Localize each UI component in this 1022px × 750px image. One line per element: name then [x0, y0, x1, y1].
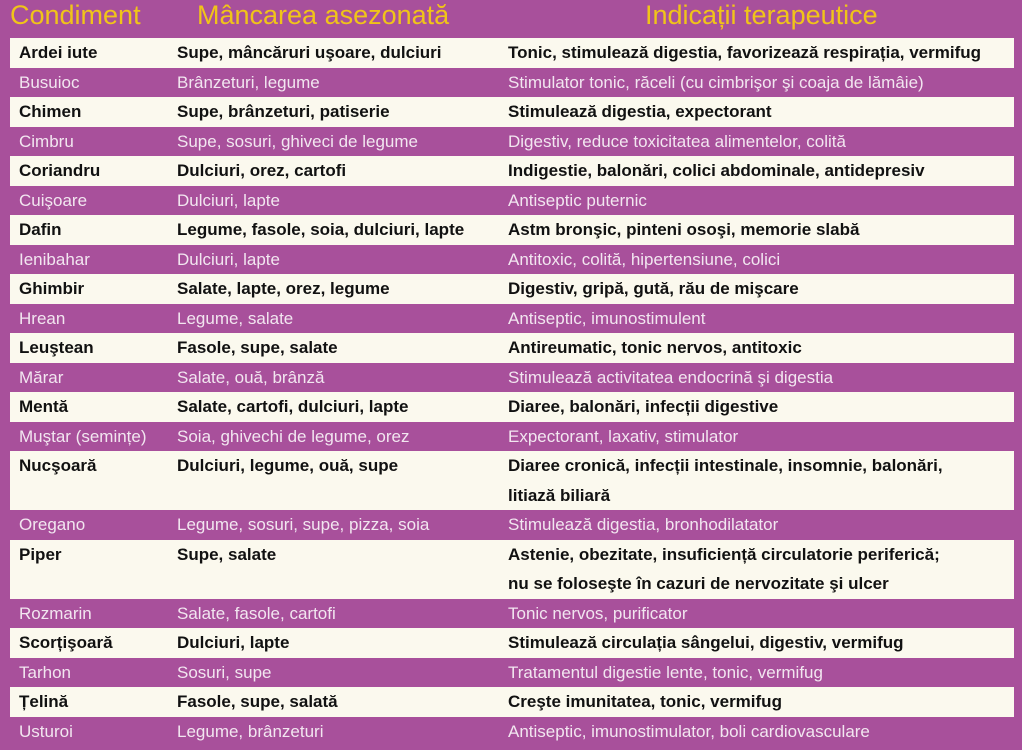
cell-food: Legume, salate — [177, 308, 294, 328]
cell-condiment: Mentă — [19, 397, 69, 416]
cell-condiment: Dafin — [19, 220, 62, 239]
table-row — [10, 245, 1014, 275]
table-row — [10, 274, 1014, 304]
table-row — [10, 628, 1014, 658]
cell-condiment: Mărar — [19, 367, 64, 387]
cell-food: Sosuri, supe — [177, 662, 272, 682]
cell-food: Supe, sosuri, ghiveci de legume — [177, 131, 418, 151]
cell-condiment: Oregano — [19, 515, 86, 534]
table-row — [10, 68, 1014, 98]
cell-food: Supe, salate — [177, 544, 277, 564]
cell-condiment: Ienibahar — [19, 249, 90, 269]
table-row — [10, 510, 1014, 540]
cell-indications: Digestiv, gripă, gută, rău de mişcare — [508, 279, 799, 298]
cell-condiment: Piper — [19, 544, 62, 564]
header-indications: Indicații terapeutice — [645, 0, 878, 30]
table-row — [10, 186, 1014, 216]
table-row — [10, 127, 1014, 157]
table-row — [10, 333, 1014, 363]
table-row — [10, 451, 1014, 481]
cell-indications: Antireumatic, tonic nervos, antitoxic — [508, 338, 802, 357]
cell-condiment: Coriandru — [19, 161, 101, 180]
cell-indications: Stimulează digestia, expectorant — [508, 102, 772, 121]
cell-food: Fasole, supe, salată — [177, 692, 338, 711]
table-row — [10, 363, 1014, 393]
table-row — [10, 156, 1014, 186]
table-row — [10, 304, 1014, 334]
cell-indications: Antiseptic, imunostimulent — [508, 308, 706, 328]
cell-indications: nu se foloseşte în cazuri de nervozitate şi ulcer — [508, 574, 889, 593]
header-condiment: Condiment — [10, 0, 141, 30]
cell-condiment: Leuştean — [19, 338, 94, 357]
table-row — [10, 392, 1014, 422]
cell-condiment: Ghimbir — [19, 279, 85, 298]
cell-condiment: Nucşoară — [19, 456, 97, 475]
table-row — [10, 97, 1014, 127]
table-row — [10, 215, 1014, 245]
cell-food: Soia, ghivechi de legume, orez — [177, 426, 410, 446]
table-header — [0, 0, 1022, 36]
cell-indications: Antiseptic, imunostimulator, boli cardiovasculare — [508, 721, 870, 741]
cell-food: Salate, lapte, orez, legume — [177, 279, 390, 298]
cell-indications: Stimulează circulația sângelui, digestiv, vermifug — [508, 633, 904, 652]
cell-indications: Creşte imunitatea, tonic, vermifug — [508, 692, 782, 711]
header-food: Mâncarea asezonată — [197, 0, 450, 30]
cell-indications: Antiseptic puternic — [508, 190, 647, 210]
cell-indications: Tonic nervos, purificator — [508, 603, 688, 623]
cell-indications: Stimulator tonic, răceli (cu cimbrişor şi coaja de lămâie) — [508, 72, 924, 92]
cell-condiment: Hrean — [19, 308, 66, 328]
cell-condiment: Cuişoare — [19, 190, 88, 210]
cell-food: Legume, fasole, soia, dulciuri, lapte — [177, 220, 465, 239]
cell-food: Dulciuri, lapte — [177, 190, 280, 210]
cell-food: Dulciuri, legume, ouă, supe — [177, 456, 399, 475]
cell-food: Supe, mâncăruri uşoare, dulciuri — [177, 43, 442, 62]
cell-indications: Diaree, balonări, infecții digestive — [508, 397, 779, 416]
cell-indications: Astm bronşic, pinteni osoşi, memorie slabă — [508, 220, 860, 239]
table-row — [10, 481, 1014, 511]
cell-food: Legume, brânzeturi — [177, 721, 324, 741]
cell-indications: litiază biliară — [508, 485, 611, 505]
cell-condiment: Usturoi — [19, 721, 73, 741]
cell-indications: Indigestie, balonări, colici abdominale, antidepresiv — [508, 161, 925, 180]
table-row — [10, 599, 1014, 629]
cell-indications: Digestiv, reduce toxicitatea alimentelor, colită — [508, 131, 846, 151]
table-row — [10, 717, 1014, 747]
table-row — [10, 422, 1014, 452]
cell-food: Legume, sosuri, supe, pizza, soia — [177, 515, 430, 534]
cell-indications: Antitoxic, colită, hipertensiune, colici — [508, 249, 781, 269]
cell-food: Dulciuri, lapte — [177, 633, 290, 652]
cell-indications: Diaree cronică, infecții intestinale, insomnie, balonări, — [508, 456, 943, 475]
cell-food: Fasole, supe, salate — [177, 338, 338, 357]
cell-food: Dulciuri, lapte — [177, 249, 280, 269]
cell-food: Supe, brânzeturi, patiserie — [177, 102, 390, 121]
cell-indications: Stimulează activitatea endocrină şi digestia — [508, 367, 834, 387]
cell-condiment: Cimbru — [19, 131, 74, 151]
table-row — [10, 38, 1014, 68]
cell-condiment: Ardei iute — [19, 43, 98, 62]
cell-indications: Astenie, obezitate, insuficiență circulatorie periferică; — [508, 544, 940, 564]
table-row — [10, 569, 1014, 599]
cell-condiment: Muştar (semințe) — [19, 426, 147, 446]
cell-food: Salate, cartofi, dulciuri, lapte — [177, 397, 409, 416]
cell-condiment: Chimen — [19, 102, 82, 121]
table-row — [10, 658, 1014, 688]
cell-indications: Tonic, stimulează digestia, favorizează respirația, vermifug — [508, 43, 982, 62]
table-body — [10, 38, 1014, 746]
table-row — [10, 687, 1014, 717]
cell-condiment: Scorțişoară — [19, 633, 113, 652]
cell-food: Brânzeturi, legume — [177, 72, 320, 92]
cell-food: Salate, fasole, cartofi — [177, 603, 336, 623]
cell-indications: Tratamentul digestie lente, tonic, vermifug — [508, 662, 823, 682]
cell-indications: Stimulează digestia, bronhodilatator — [508, 515, 779, 534]
cell-condiment: Țelină — [19, 692, 69, 711]
cell-food: Salate, ouă, brânză — [177, 367, 325, 387]
table-row — [10, 540, 1014, 570]
cell-indications: Expectorant, laxativ, stimulator — [508, 426, 739, 446]
cell-food: Dulciuri, orez, cartofi — [177, 161, 347, 180]
cell-condiment: Busuioc — [19, 72, 80, 92]
cell-condiment: Rozmarin — [19, 603, 92, 623]
cell-condiment: Tarhon — [19, 662, 71, 682]
